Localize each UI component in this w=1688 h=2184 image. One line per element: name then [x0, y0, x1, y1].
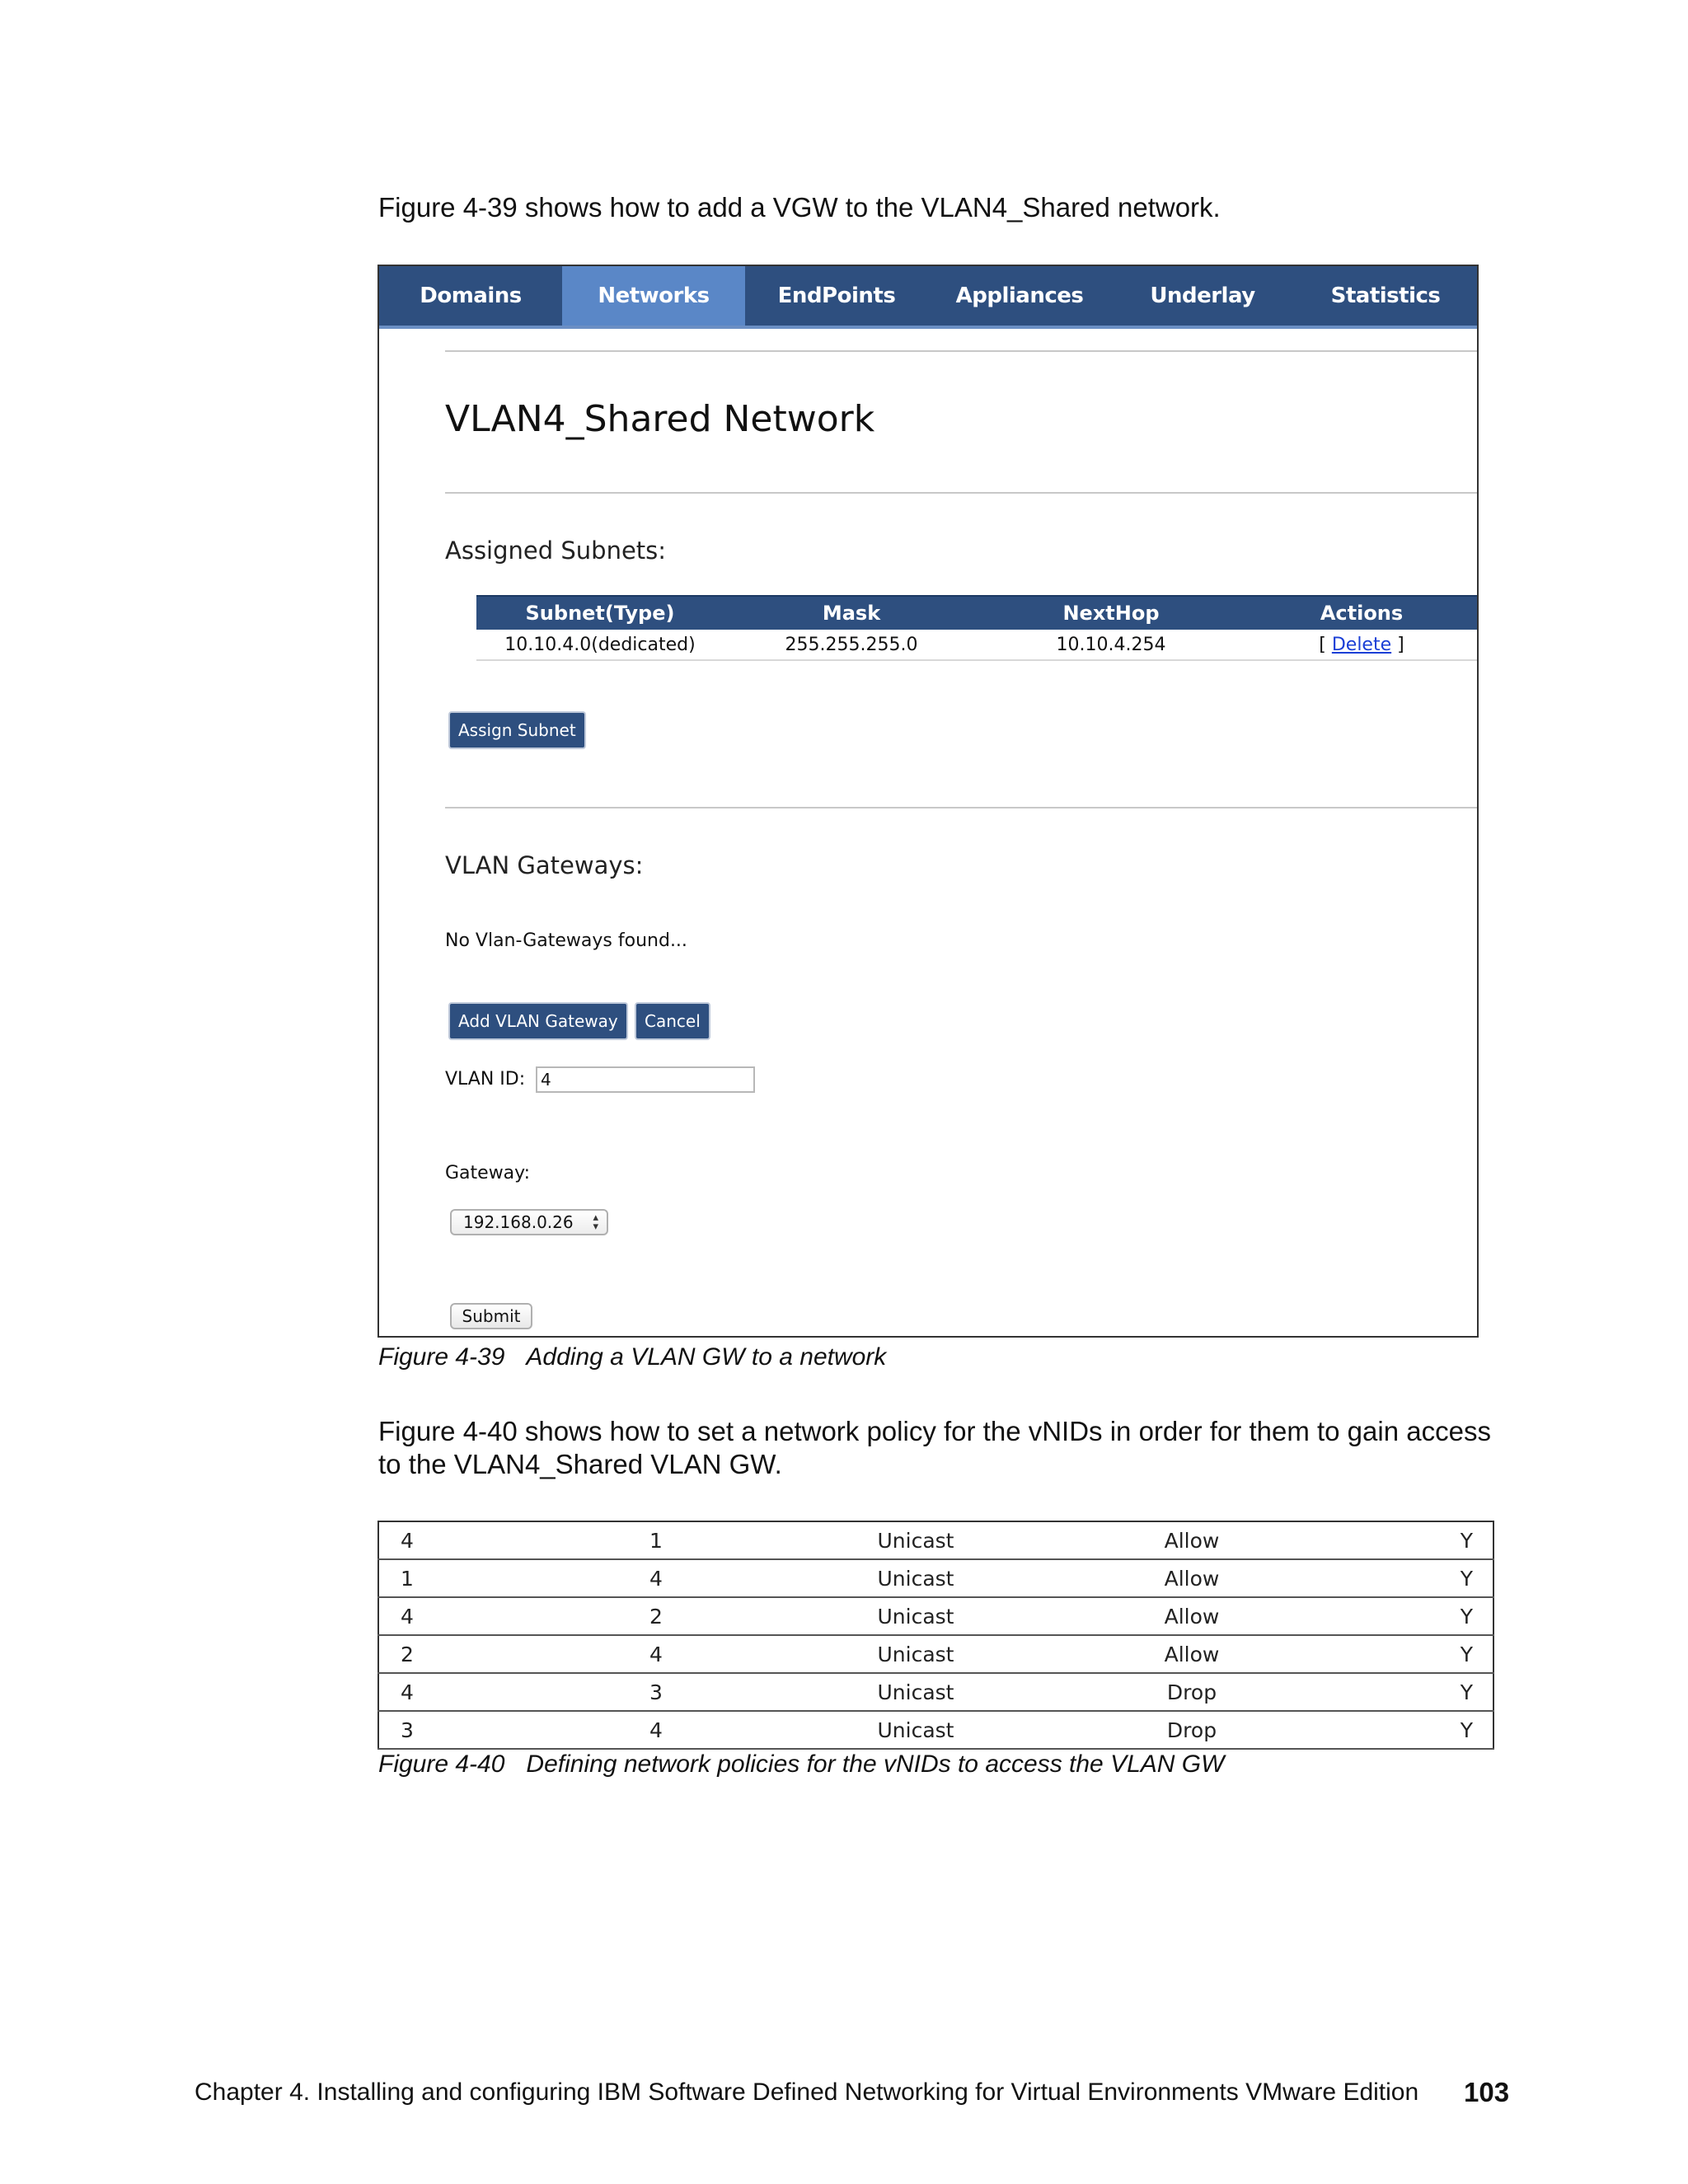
divider — [445, 350, 1477, 352]
vlan-id-input[interactable]: 4 — [536, 1066, 755, 1093]
figure-caption-1 — [378, 1343, 886, 1371]
delete-link[interactable]: Delete — [1331, 634, 1392, 655]
figure-caption-2 — [378, 1750, 1224, 1779]
table-cell: 3 — [378, 1711, 532, 1749]
cancel-button[interactable]: Cancel — [636, 1004, 709, 1038]
table-cell: Y — [1332, 1635, 1493, 1673]
table-cell: 4 — [532, 1635, 780, 1673]
tab-statistics[interactable]: Statistics — [1330, 284, 1441, 308]
table-cell: Y — [1332, 1673, 1493, 1711]
page-title: VLAN4_Shared Network — [445, 398, 875, 440]
subnet-table — [476, 595, 1479, 661]
table-row — [476, 630, 1479, 660]
tab-endpoints[interactable]: EndPoints — [777, 284, 896, 308]
policy-table — [377, 1521, 1494, 1750]
table-cell: Y — [1332, 1597, 1493, 1635]
add-vlan-gateway-button[interactable]: Add VLAN Gateway — [450, 1004, 626, 1038]
column-header-subnet: Subnet(Type) — [476, 596, 724, 630]
tab-networks[interactable]: Networks — [562, 266, 745, 326]
tab-appliances[interactable]: Appliances — [955, 284, 1084, 308]
table-header-row — [476, 596, 1479, 630]
table-cell: Y — [1332, 1521, 1493, 1559]
tab-domains[interactable]: Domains — [420, 284, 522, 308]
table-row — [378, 1597, 1493, 1635]
table-cell: 2 — [378, 1635, 532, 1673]
table-cell: Unicast — [780, 1635, 1052, 1673]
table-cell: Y — [1332, 1711, 1493, 1749]
gateway-label: Gateway: — [445, 1163, 530, 1183]
table-row — [378, 1635, 1493, 1673]
table-row — [378, 1521, 1493, 1559]
table-row — [378, 1711, 1493, 1749]
select-arrows-icon: ▴ ▾ — [593, 1212, 598, 1233]
table-cell: 2 — [532, 1597, 780, 1635]
vlan-id-label: VLAN ID: — [445, 1069, 526, 1090]
caption-number: Figure 4-40 — [378, 1750, 505, 1778]
table-cell: Drop — [1052, 1673, 1332, 1711]
column-header-nexthop: NextHop — [979, 596, 1243, 630]
caption-text: Defining network policies for the vNIDs to access the VLAN GW — [526, 1750, 1225, 1778]
figure-4-39-screenshot — [377, 265, 1479, 1338]
table-cell: Y — [1332, 1559, 1493, 1597]
page-number: 103 — [1464, 2077, 1510, 2107]
vlan-gateways-heading: VLAN Gateways: — [445, 851, 644, 879]
table-cell: Unicast — [780, 1521, 1052, 1559]
gateway-select[interactable] — [450, 1209, 608, 1235]
table-cell: Allow — [1052, 1635, 1332, 1673]
column-header-mask: Mask — [724, 596, 979, 630]
table-cell: 1 — [378, 1559, 532, 1597]
intro-paragraph-1: Figure 4-39 shows how to add a VGW to the VLAN4_Shared network. — [378, 192, 1221, 223]
table-cell: 3 — [532, 1673, 780, 1711]
table-cell: Drop — [1052, 1711, 1332, 1749]
table-cell: Allow — [1052, 1597, 1332, 1635]
assign-subnet-button[interactable]: Assign Subnet — [450, 713, 584, 748]
table-cell: Allow — [1052, 1559, 1332, 1597]
divider — [445, 807, 1477, 808]
actions-cell — [1243, 630, 1479, 660]
table-row — [378, 1673, 1493, 1711]
submit-button[interactable]: Submit — [450, 1303, 532, 1329]
table-cell: Unicast — [780, 1711, 1052, 1749]
table-cell: Unicast — [780, 1559, 1052, 1597]
no-gateways-message: No Vlan-Gateways found... — [445, 930, 687, 951]
chapter-footer: Chapter 4. Installing and configuring IBM Software Defined Networking for Virtual Environments VMware Edition — [195, 2079, 1419, 2106]
divider — [445, 492, 1477, 494]
policy-table-body — [378, 1521, 1493, 1749]
table-cell: Unicast — [780, 1597, 1052, 1635]
table-cell: 4 — [532, 1559, 780, 1597]
tab-underlay[interactable]: Underlay — [1150, 284, 1255, 308]
bracket-open: [ — [1319, 634, 1332, 655]
caption-number: Figure 4-39 — [378, 1343, 505, 1371]
mask-cell: 255.255.255.0 — [724, 630, 979, 660]
nexthop-cell: 10.10.4.254 — [979, 630, 1243, 660]
intro-paragraph-2: Figure 4-40 shows how to set a network policy for the vNIDs in order for them to gain access to the VLAN4_Shared VLAN GW. — [378, 1416, 1491, 1479]
table-row — [378, 1559, 1493, 1597]
table-cell: 4 — [378, 1597, 532, 1635]
table-cell: Unicast — [780, 1673, 1052, 1711]
column-header-actions: Actions — [1243, 596, 1479, 630]
table-cell: 4 — [378, 1673, 532, 1711]
caption-text: Adding a VLAN GW to a network — [526, 1343, 887, 1371]
table-cell: 1 — [532, 1521, 780, 1559]
gateway-selected-value: 192.168.0.26 — [463, 1212, 574, 1232]
table-cell: Allow — [1052, 1521, 1332, 1559]
subnet-cell: 10.10.4.0(dedicated) — [476, 630, 724, 660]
assigned-subnets-heading: Assigned Subnets: — [445, 537, 667, 565]
table-cell: 4 — [378, 1521, 532, 1559]
bracket-close: ] — [1391, 634, 1404, 655]
table-cell: 4 — [532, 1711, 780, 1749]
main-nav-tabs — [379, 266, 1477, 329]
